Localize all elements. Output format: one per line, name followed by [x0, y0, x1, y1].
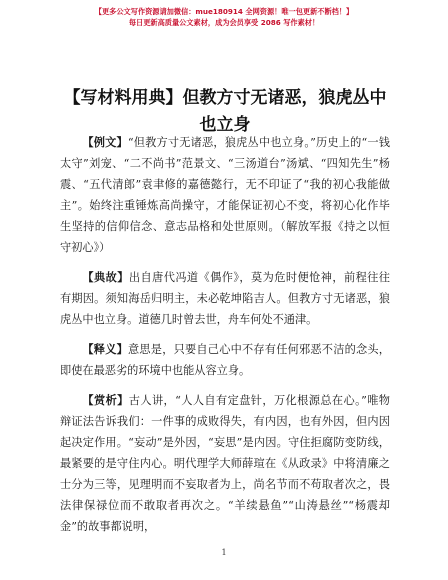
section-tag-example: 【例文】	[82, 135, 128, 149]
paragraph-text: 出自唐代冯道《偶作》，莫为危时便怆神，前程往往有期因。须知海岳归明主，未必乾坤陷吉人。但教方寸无诸恶，狼虎丛中也立身。道德几时曾去世，舟车何处不通津。	[60, 271, 390, 326]
page-number: 1	[221, 548, 227, 557]
section-tag-allusion: 【典故】	[82, 270, 129, 284]
promo-line-1: 【更多公文写作资源请加微信：mue180914 全网资源！唯一包更新不断档！】	[94, 7, 354, 16]
section-tag-appreciation: 【赏析】	[82, 393, 129, 407]
section-tag-meaning: 【释义】	[82, 342, 128, 356]
paragraph-example	[60, 132, 390, 258]
promo-line-2: 每日更新高质量公文素材，成为会员享受 2086 写作素材！	[128, 18, 320, 27]
paragraph-appreciation	[60, 390, 390, 537]
document-body	[60, 132, 390, 546]
paragraph-allusion	[60, 267, 390, 330]
paragraph-text: 意思是，只要自己心中不存有任何邪恶不洁的念头，即使在最恶劣的环境中也能从容立身。	[60, 343, 390, 377]
paragraph-text: “但教方寸无诸恶，狼虎丛中也立身。”历史上的“一钱太守”刘宠、“二不尚书”范景文、“三汤道台”汤斌、“四知先生”杨震、“五代清郎”袁聿修的嘉德懿行，无不印证了“我的初心我能做主”。始终注重锤炼高尚操守，才能保证初心不变，将初心化作毕生坚持的信仰信念、意志品格和处世原则。（解放军报《持之以恒守初心》）	[60, 136, 390, 254]
paragraph-meaning	[60, 339, 390, 381]
document-title: 【写材料用典】但教方寸无诸恶，狼虎丛中也立身	[63, 88, 387, 135]
paragraph-text: 古人讲，“人人自有定盘针，万化根源总在心。”唯物辩证法告诉我们：一件事的成败得失，有内因，也有外因，但内因起决定作用。“妄动”是外因，“妄思”是内因。守住拒腐防变防线，最紧要的是守住内心。明代理学大师薛瑄在《从政录》中将清廉之士分为三等，见理明而不妄取者为上，尚名节而不苟取者次之，畏法律保禄位而不敢取者再次之。“羊续悬鱼”“山涛悬丝”“杨震却金”的故事都说明，	[60, 394, 390, 533]
promo-banner	[0, 6, 448, 28]
